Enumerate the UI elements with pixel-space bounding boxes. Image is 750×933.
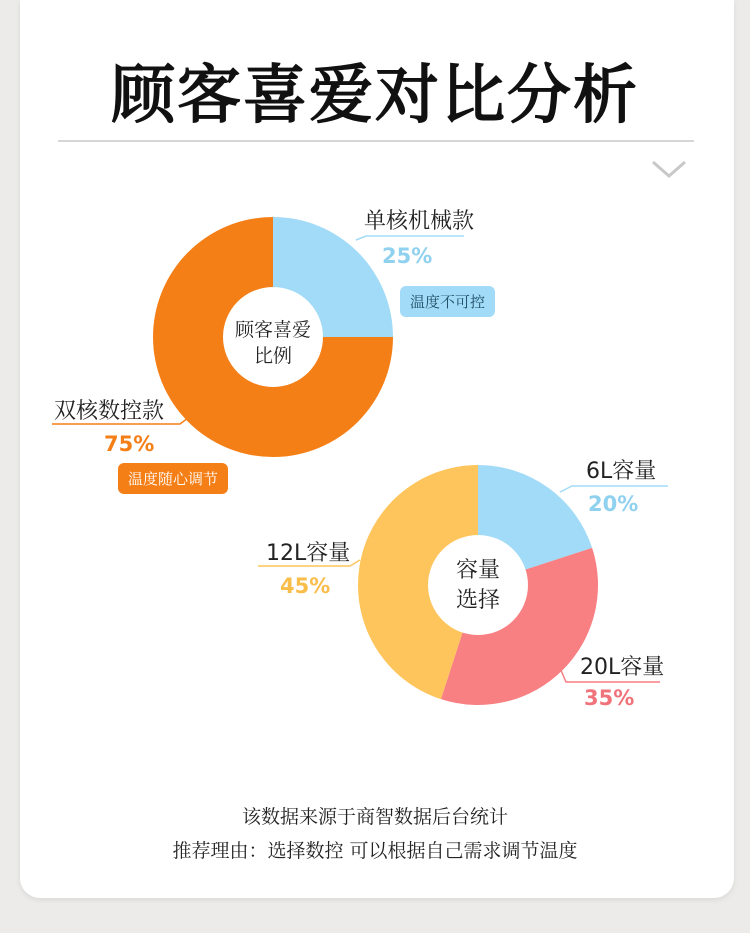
center-label-line2: 比例 — [253, 344, 292, 367]
slice-label-6l: 6L容量 — [586, 459, 657, 484]
slice-label-12l: 12L容量 — [266, 541, 351, 566]
slice-pct-20l: 35% — [584, 686, 635, 710]
slice-pct-12l: 45% — [280, 574, 331, 598]
tag-not-controllable: 温度不可控 — [400, 286, 495, 317]
pie-center-label — [218, 318, 328, 369]
center-label-line2: 选择 — [455, 587, 500, 613]
center-label-line1: 容量 — [455, 558, 500, 583]
slice-pct-mechanical: 25% — [382, 244, 433, 268]
slice-label-cnc: 双核数控款 — [54, 399, 165, 424]
footer-source: 该数据来源于商智数据后台统计 — [241, 806, 508, 828]
slice-pct-6l: 20% — [588, 492, 639, 516]
slice-label-mechanical: 单核机械款 — [364, 209, 475, 234]
footer-reason: 推荐理由：选择数控 可以根据自己需求调节温度 — [172, 840, 578, 862]
center-label-line1: 顾客喜爱 — [234, 319, 311, 341]
slice-label-20l: 20L容量 — [580, 655, 665, 680]
leader-line-mechanical — [356, 236, 464, 240]
slice-pct-cnc: 75% — [104, 432, 155, 456]
page-title: 顾客喜爱对比分析 — [111, 59, 639, 133]
pie-center-label — [420, 556, 536, 615]
tag-adjustable: 温度随心调节 — [118, 463, 228, 494]
